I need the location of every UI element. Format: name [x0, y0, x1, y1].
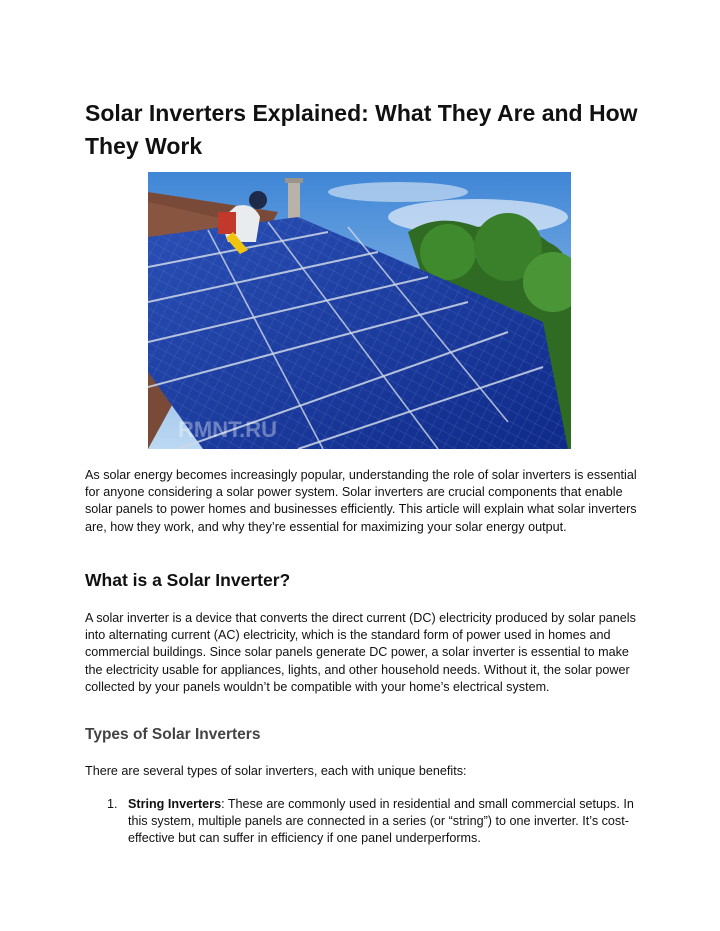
list-item-text: : These are commonly used in residential and small commercial setups. In this system, multiple panels are connected in a series (or “string”) to one inverter. It’s cost-effective but can suffer in efficiency if one panel underperforms. [128, 797, 634, 846]
section-heading-types: Types of Solar Inverters [85, 726, 261, 743]
what-is-paragraph: A solar inverter is a device that converts the direct current (DC) electricity produced by solar panels into alternating current (AC) electricity, which is the standard form of power used in homes and commercial buildings. Since solar panels generate DC power, a solar inverter is essential to make the electricity usable for appliances, lights, and other household needs. Without it, the solar power collected by your panels wouldn’t be compatible with your home’s electrical system. [85, 611, 636, 694]
hero-image [148, 172, 571, 449]
list-item-term: String Inverters [128, 797, 222, 811]
types-intro-paragraph: There are several types of solar inverters, each with unique benefits: [85, 764, 467, 778]
inverter-types-list [85, 796, 640, 848]
list-item-number: 1. [107, 797, 118, 811]
section-heading-what-is: What is a Solar Inverter? [85, 570, 291, 590]
list-item [85, 796, 640, 848]
intro-paragraph: As solar energy becomes increasingly popular, understanding the role of solar inverters is essential for anyone considering a solar power system. Solar inverters are crucial components that enable solar panels to power homes and businesses efficiently. This article will explain what solar inverters are, how they work, and why they’re essential for maximizing your solar energy output. [85, 468, 637, 534]
image-watermark: RMNT.RU [178, 417, 277, 442]
page-title: Solar Inverters Explained: What They Are and How They Work [85, 100, 638, 159]
